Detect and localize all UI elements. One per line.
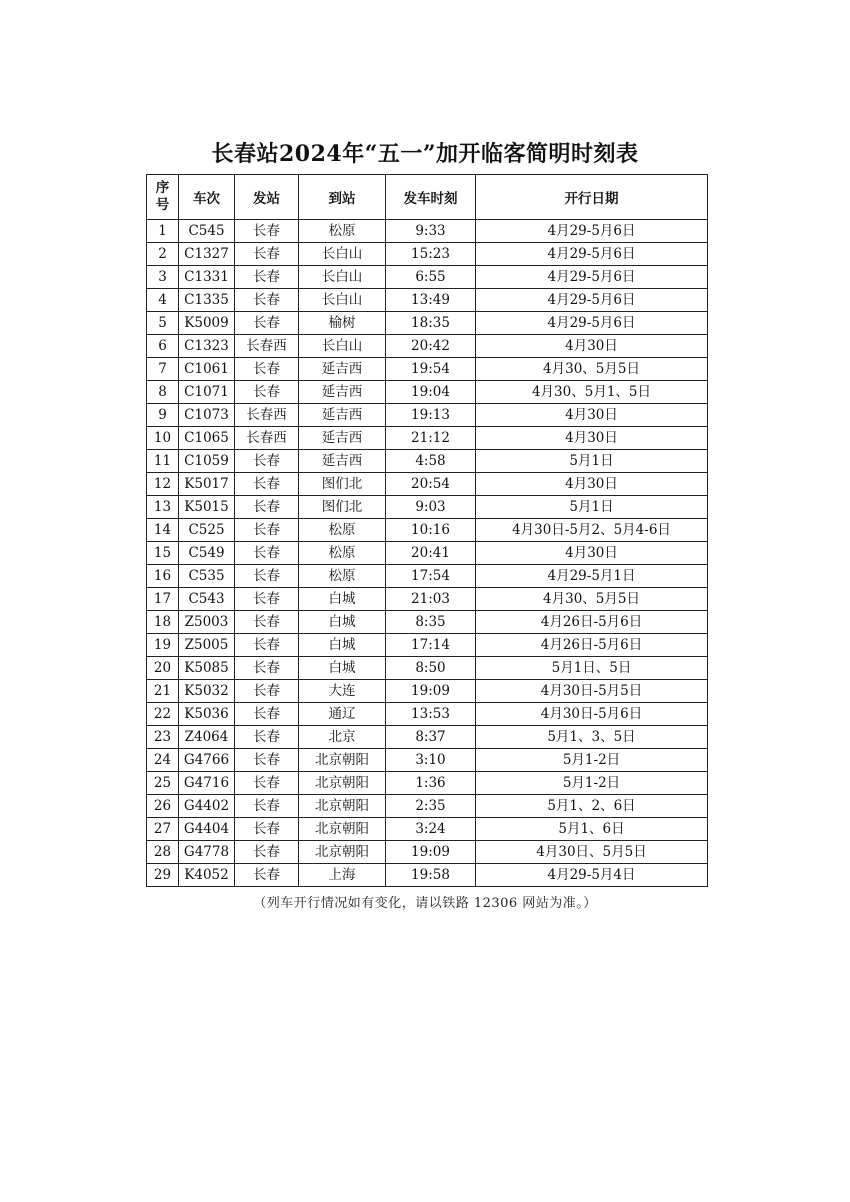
- cell-to: 白城: [299, 657, 386, 680]
- table-row: [147, 381, 708, 404]
- cell-train: C1327: [179, 243, 235, 266]
- cell-seq: 27: [147, 818, 179, 841]
- cell-train: K5032: [179, 680, 235, 703]
- cell-dates: 5月1、3、5日: [476, 726, 708, 749]
- cell-to: 北京: [299, 726, 386, 749]
- cell-seq: 23: [147, 726, 179, 749]
- cell-dates: 4月30日: [476, 427, 708, 450]
- cell-to: 松原: [299, 542, 386, 565]
- cell-train: C1061: [179, 358, 235, 381]
- cell-depart: 3:10: [386, 749, 476, 772]
- cell-from: 长春西: [235, 427, 299, 450]
- cell-to: 长白山: [299, 289, 386, 312]
- cell-dates: 5月1日: [476, 496, 708, 519]
- table-row: [147, 335, 708, 358]
- cell-from: 长春: [235, 588, 299, 611]
- cell-dates: 4月30、5月5日: [476, 588, 708, 611]
- cell-dates: 4月29-5月4日: [476, 864, 708, 887]
- cell-train: Z5003: [179, 611, 235, 634]
- cell-seq: 6: [147, 335, 179, 358]
- table-row: [147, 266, 708, 289]
- cell-from: 长春: [235, 381, 299, 404]
- cell-depart: 1:36: [386, 772, 476, 795]
- cell-to: 榆树: [299, 312, 386, 335]
- cell-to: 松原: [299, 519, 386, 542]
- cell-seq: 1: [147, 220, 179, 243]
- cell-dates: 5月1、2、6日: [476, 795, 708, 818]
- table-row: [147, 657, 708, 680]
- header-dates: 开行日期: [476, 175, 708, 220]
- cell-seq: 17: [147, 588, 179, 611]
- header-train: 车次: [179, 175, 235, 220]
- cell-from: 长春: [235, 358, 299, 381]
- cell-train: C545: [179, 220, 235, 243]
- cell-depart: 19:04: [386, 381, 476, 404]
- cell-dates: 4月26日-5月6日: [476, 634, 708, 657]
- cell-train: C549: [179, 542, 235, 565]
- cell-dates: 4月30日: [476, 335, 708, 358]
- table-row: [147, 703, 708, 726]
- cell-depart: 19:09: [386, 680, 476, 703]
- cell-dates: 4月30日-5月6日: [476, 703, 708, 726]
- cell-seq: 26: [147, 795, 179, 818]
- table-row: [147, 726, 708, 749]
- cell-dates: 4月29-5月6日: [476, 289, 708, 312]
- cell-to: 长白山: [299, 335, 386, 358]
- cell-train: Z5005: [179, 634, 235, 657]
- cell-train: C1065: [179, 427, 235, 450]
- cell-depart: 15:23: [386, 243, 476, 266]
- cell-depart: 8:35: [386, 611, 476, 634]
- cell-train: C1071: [179, 381, 235, 404]
- cell-from: 长春: [235, 289, 299, 312]
- cell-to: 延吉西: [299, 404, 386, 427]
- cell-seq: 22: [147, 703, 179, 726]
- cell-from: 长春西: [235, 404, 299, 427]
- cell-train: K4052: [179, 864, 235, 887]
- cell-depart: 20:41: [386, 542, 476, 565]
- table-row: [147, 289, 708, 312]
- cell-dates: 5月1-2日: [476, 772, 708, 795]
- cell-train: C1073: [179, 404, 235, 427]
- cell-dates: 4月29-5月6日: [476, 243, 708, 266]
- table-row: [147, 427, 708, 450]
- cell-depart: 9:03: [386, 496, 476, 519]
- table-body: [147, 220, 708, 887]
- cell-dates: 4月30、5月1、5日: [476, 381, 708, 404]
- cell-from: 长春: [235, 266, 299, 289]
- table-row: [147, 634, 708, 657]
- table-row: [147, 864, 708, 887]
- cell-seq: 20: [147, 657, 179, 680]
- cell-train: G4766: [179, 749, 235, 772]
- cell-from: 长春: [235, 772, 299, 795]
- cell-train: C525: [179, 519, 235, 542]
- cell-dates: 5月1-2日: [476, 749, 708, 772]
- cell-seq: 8: [147, 381, 179, 404]
- cell-to: 北京朝阳: [299, 772, 386, 795]
- cell-to: 白城: [299, 588, 386, 611]
- cell-to: 北京朝阳: [299, 818, 386, 841]
- cell-to: 延吉西: [299, 427, 386, 450]
- cell-dates: 4月30日-5月5日: [476, 680, 708, 703]
- cell-from: 长春: [235, 749, 299, 772]
- cell-from: 长春: [235, 611, 299, 634]
- table-header-row: [147, 175, 708, 220]
- cell-seq: 14: [147, 519, 179, 542]
- table-row: [147, 588, 708, 611]
- cell-from: 长春: [235, 243, 299, 266]
- cell-seq: 25: [147, 772, 179, 795]
- cell-to: 图们北: [299, 473, 386, 496]
- cell-dates: 4月30日: [476, 542, 708, 565]
- cell-dates: 4月30日: [476, 404, 708, 427]
- cell-seq: 15: [147, 542, 179, 565]
- table-row: [147, 519, 708, 542]
- cell-to: 大连: [299, 680, 386, 703]
- footnote: （列车开行情况如有变化，请以铁路 12306 网站为准。）: [253, 896, 597, 911]
- cell-to: 上海: [299, 864, 386, 887]
- cell-depart: 18:35: [386, 312, 476, 335]
- cell-dates: 4月29-5月6日: [476, 220, 708, 243]
- cell-seq: 12: [147, 473, 179, 496]
- cell-from: 长春: [235, 726, 299, 749]
- cell-dates: 5月1日: [476, 450, 708, 473]
- train-schedule-table: [146, 174, 708, 887]
- cell-dates: 4月29-5月1日: [476, 565, 708, 588]
- table-row: [147, 841, 708, 864]
- cell-seq: 4: [147, 289, 179, 312]
- cell-train: Z4064: [179, 726, 235, 749]
- cell-dates: 4月30日、5月5日: [476, 841, 708, 864]
- cell-depart: 8:37: [386, 726, 476, 749]
- cell-seq: 11: [147, 450, 179, 473]
- cell-depart: 3:24: [386, 818, 476, 841]
- cell-from: 长春: [235, 473, 299, 496]
- table-row: [147, 496, 708, 519]
- cell-train: K5015: [179, 496, 235, 519]
- cell-depart: 10:16: [386, 519, 476, 542]
- cell-to: 通辽: [299, 703, 386, 726]
- cell-from: 长春: [235, 519, 299, 542]
- cell-train: K5085: [179, 657, 235, 680]
- cell-depart: 20:54: [386, 473, 476, 496]
- cell-seq: 7: [147, 358, 179, 381]
- cell-seq: 2: [147, 243, 179, 266]
- cell-depart: 2:35: [386, 795, 476, 818]
- cell-depart: 8:50: [386, 657, 476, 680]
- header-seq-line2: 号: [155, 197, 170, 213]
- cell-seq: 13: [147, 496, 179, 519]
- table-row: [147, 312, 708, 335]
- cell-depart: 21:03: [386, 588, 476, 611]
- cell-seq: 18: [147, 611, 179, 634]
- cell-depart: 21:12: [386, 427, 476, 450]
- cell-depart: 19:13: [386, 404, 476, 427]
- cell-from: 长春: [235, 657, 299, 680]
- cell-seq: 24: [147, 749, 179, 772]
- cell-train: C1331: [179, 266, 235, 289]
- cell-seq: 3: [147, 266, 179, 289]
- cell-dates: 4月29-5月6日: [476, 312, 708, 335]
- cell-from: 长春: [235, 703, 299, 726]
- cell-depart: 19:54: [386, 358, 476, 381]
- cell-from: 长春: [235, 220, 299, 243]
- cell-train: K5017: [179, 473, 235, 496]
- cell-train: C1335: [179, 289, 235, 312]
- cell-train: C535: [179, 565, 235, 588]
- cell-from: 长春西: [235, 335, 299, 358]
- cell-train: C1323: [179, 335, 235, 358]
- cell-to: 白城: [299, 611, 386, 634]
- cell-seq: 19: [147, 634, 179, 657]
- cell-depart: 9:33: [386, 220, 476, 243]
- cell-depart: 20:42: [386, 335, 476, 358]
- cell-train: G4404: [179, 818, 235, 841]
- cell-from: 长春: [235, 818, 299, 841]
- cell-train: C543: [179, 588, 235, 611]
- table-row: [147, 565, 708, 588]
- cell-to: 北京朝阳: [299, 795, 386, 818]
- cell-dates: 4月26日-5月6日: [476, 611, 708, 634]
- cell-to: 北京朝阳: [299, 749, 386, 772]
- cell-depart: 13:53: [386, 703, 476, 726]
- cell-seq: 9: [147, 404, 179, 427]
- table-row: [147, 542, 708, 565]
- cell-to: 长白山: [299, 243, 386, 266]
- table-row: [147, 358, 708, 381]
- cell-dates: 5月1日、5日: [476, 657, 708, 680]
- cell-to: 北京朝阳: [299, 841, 386, 864]
- cell-from: 长春: [235, 864, 299, 887]
- cell-train: K5036: [179, 703, 235, 726]
- cell-from: 长春: [235, 312, 299, 335]
- cell-from: 长春: [235, 565, 299, 588]
- cell-from: 长春: [235, 841, 299, 864]
- table-row: [147, 772, 708, 795]
- cell-to: 长白山: [299, 266, 386, 289]
- cell-seq: 28: [147, 841, 179, 864]
- cell-depart: 19:58: [386, 864, 476, 887]
- table-row: [147, 680, 708, 703]
- cell-seq: 21: [147, 680, 179, 703]
- cell-train: C1059: [179, 450, 235, 473]
- cell-to: 延吉西: [299, 381, 386, 404]
- cell-from: 长春: [235, 680, 299, 703]
- cell-train: G4716: [179, 772, 235, 795]
- document-title: 长春站2024年“五一”加开临客简明时刻表: [211, 141, 639, 167]
- cell-depart: 19:09: [386, 841, 476, 864]
- cell-from: 长春: [235, 634, 299, 657]
- cell-depart: 6:55: [386, 266, 476, 289]
- cell-from: 长春: [235, 496, 299, 519]
- cell-to: 松原: [299, 220, 386, 243]
- table-row: [147, 450, 708, 473]
- cell-to: 松原: [299, 565, 386, 588]
- cell-train: G4402: [179, 795, 235, 818]
- cell-from: 长春: [235, 450, 299, 473]
- cell-to: 图们北: [299, 496, 386, 519]
- cell-train: G4778: [179, 841, 235, 864]
- table-row: [147, 818, 708, 841]
- cell-to: 延吉西: [299, 358, 386, 381]
- cell-dates: 4月30、5月5日: [476, 358, 708, 381]
- cell-depart: 13:49: [386, 289, 476, 312]
- cell-dates: 4月30日-5月2、5月4-6日: [476, 519, 708, 542]
- cell-dates: 5月1、6日: [476, 818, 708, 841]
- cell-depart: 17:14: [386, 634, 476, 657]
- cell-from: 长春: [235, 795, 299, 818]
- table-row: [147, 243, 708, 266]
- cell-seq: 29: [147, 864, 179, 887]
- table-row: [147, 749, 708, 772]
- header-from: 发站: [235, 175, 299, 220]
- cell-seq: 16: [147, 565, 179, 588]
- cell-train: K5009: [179, 312, 235, 335]
- cell-depart: 4:58: [386, 450, 476, 473]
- cell-seq: 5: [147, 312, 179, 335]
- cell-to: 白城: [299, 634, 386, 657]
- cell-dates: 4月30日: [476, 473, 708, 496]
- cell-dates: 4月29-5月6日: [476, 266, 708, 289]
- cell-seq: 10: [147, 427, 179, 450]
- table-row: [147, 473, 708, 496]
- header-to: 到站: [299, 175, 386, 220]
- header-seq-line1: 序: [155, 180, 170, 196]
- cell-to: 延吉西: [299, 450, 386, 473]
- cell-depart: 17:54: [386, 565, 476, 588]
- header-depart: 发车时刻: [386, 175, 476, 220]
- table-row: [147, 220, 708, 243]
- table-row: [147, 795, 708, 818]
- header-seq: [147, 175, 179, 220]
- cell-from: 长春: [235, 542, 299, 565]
- table-row: [147, 404, 708, 427]
- table-row: [147, 611, 708, 634]
